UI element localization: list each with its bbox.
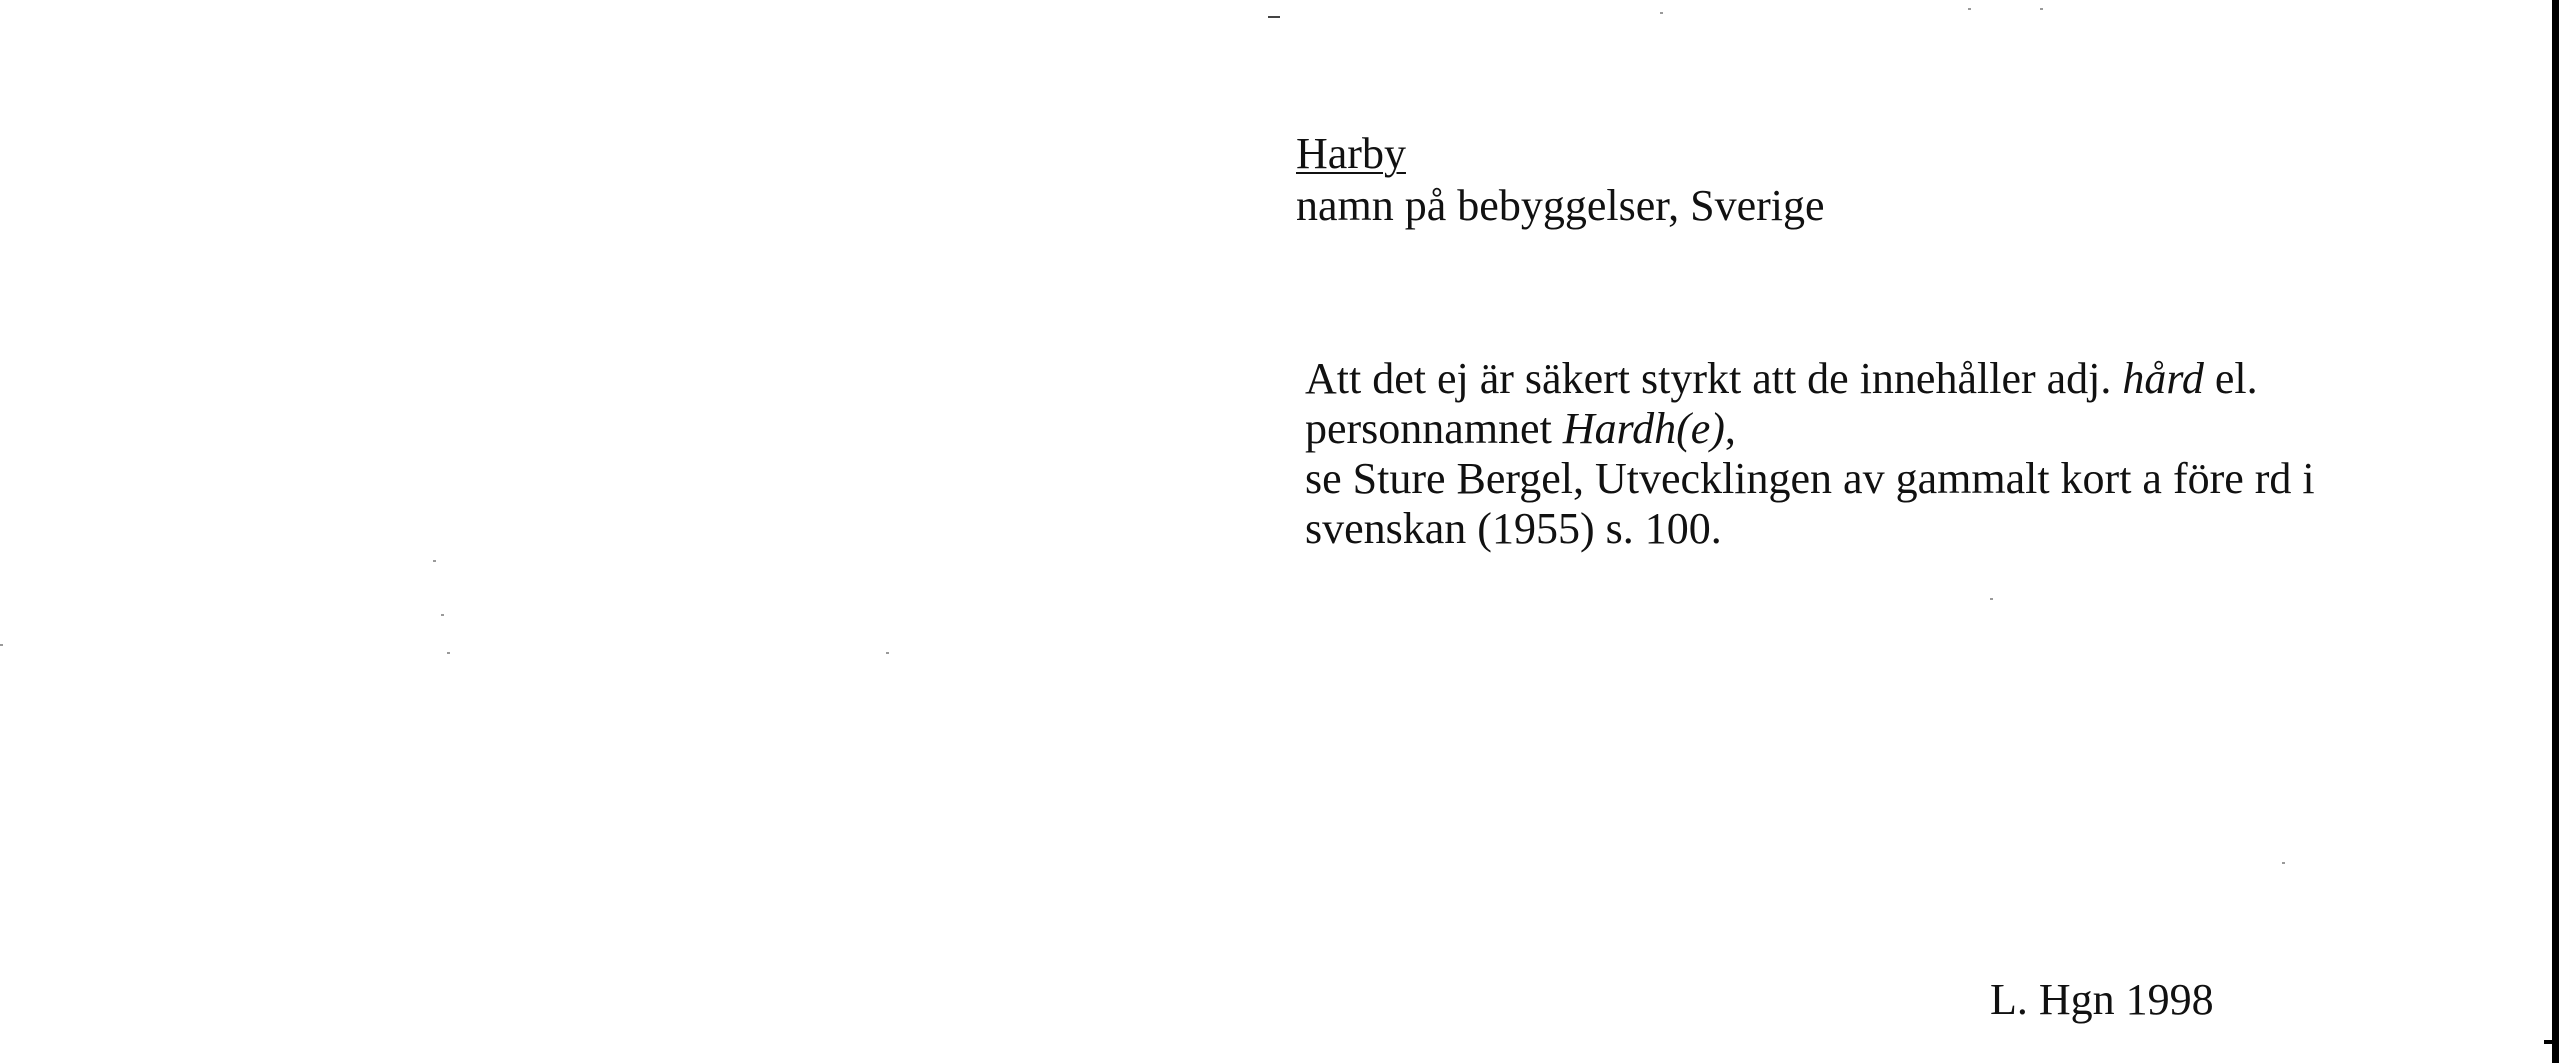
scan-speck xyxy=(1990,598,1993,600)
category-line: namn på bebyggelser, Sverige xyxy=(1296,181,1825,230)
note-line-2-italic-e: e xyxy=(1690,404,1711,453)
note-line-2-text-a: personnamnet xyxy=(1305,404,1563,453)
scan-speck xyxy=(1660,12,1663,14)
note-line-3: se Sture Bergel, Utvecklingen av gammalt kort a före rd i xyxy=(1305,454,2315,503)
note-text xyxy=(1305,354,2405,554)
card-edge xyxy=(2552,0,2559,1063)
scan-speck xyxy=(441,614,444,616)
headword: Harby xyxy=(1296,129,1406,178)
scan-speck xyxy=(447,652,450,654)
scan-speck xyxy=(433,560,436,562)
note-line-1-italic: hård xyxy=(2122,354,2204,403)
scan-speck xyxy=(2282,862,2285,864)
note-line-2-italic-b: ) xyxy=(1710,404,1725,453)
card-edge-notch xyxy=(2544,1040,2558,1044)
note-line-2-italic-a: Hardh( xyxy=(1562,404,1691,453)
note-line-1 xyxy=(1305,354,2405,404)
scan-speck xyxy=(2040,8,2043,10)
note-line-1-text-b: el. xyxy=(2203,354,2258,403)
note-line-4: svenskan (1955) s. 100. xyxy=(1305,504,1722,553)
note-line-2 xyxy=(1305,404,2405,454)
signature: L. Hgn 1998 xyxy=(1990,975,2214,1024)
scan-mark xyxy=(1268,16,1280,18)
scan-speck xyxy=(0,644,3,646)
note-line-1-text-a: Att det ej är säkert styrkt att de innehåller adj. xyxy=(1305,354,2123,403)
scan-speck xyxy=(886,652,889,654)
note-line-2-text-b: , xyxy=(1724,404,1736,453)
scan-speck xyxy=(1968,8,1971,10)
